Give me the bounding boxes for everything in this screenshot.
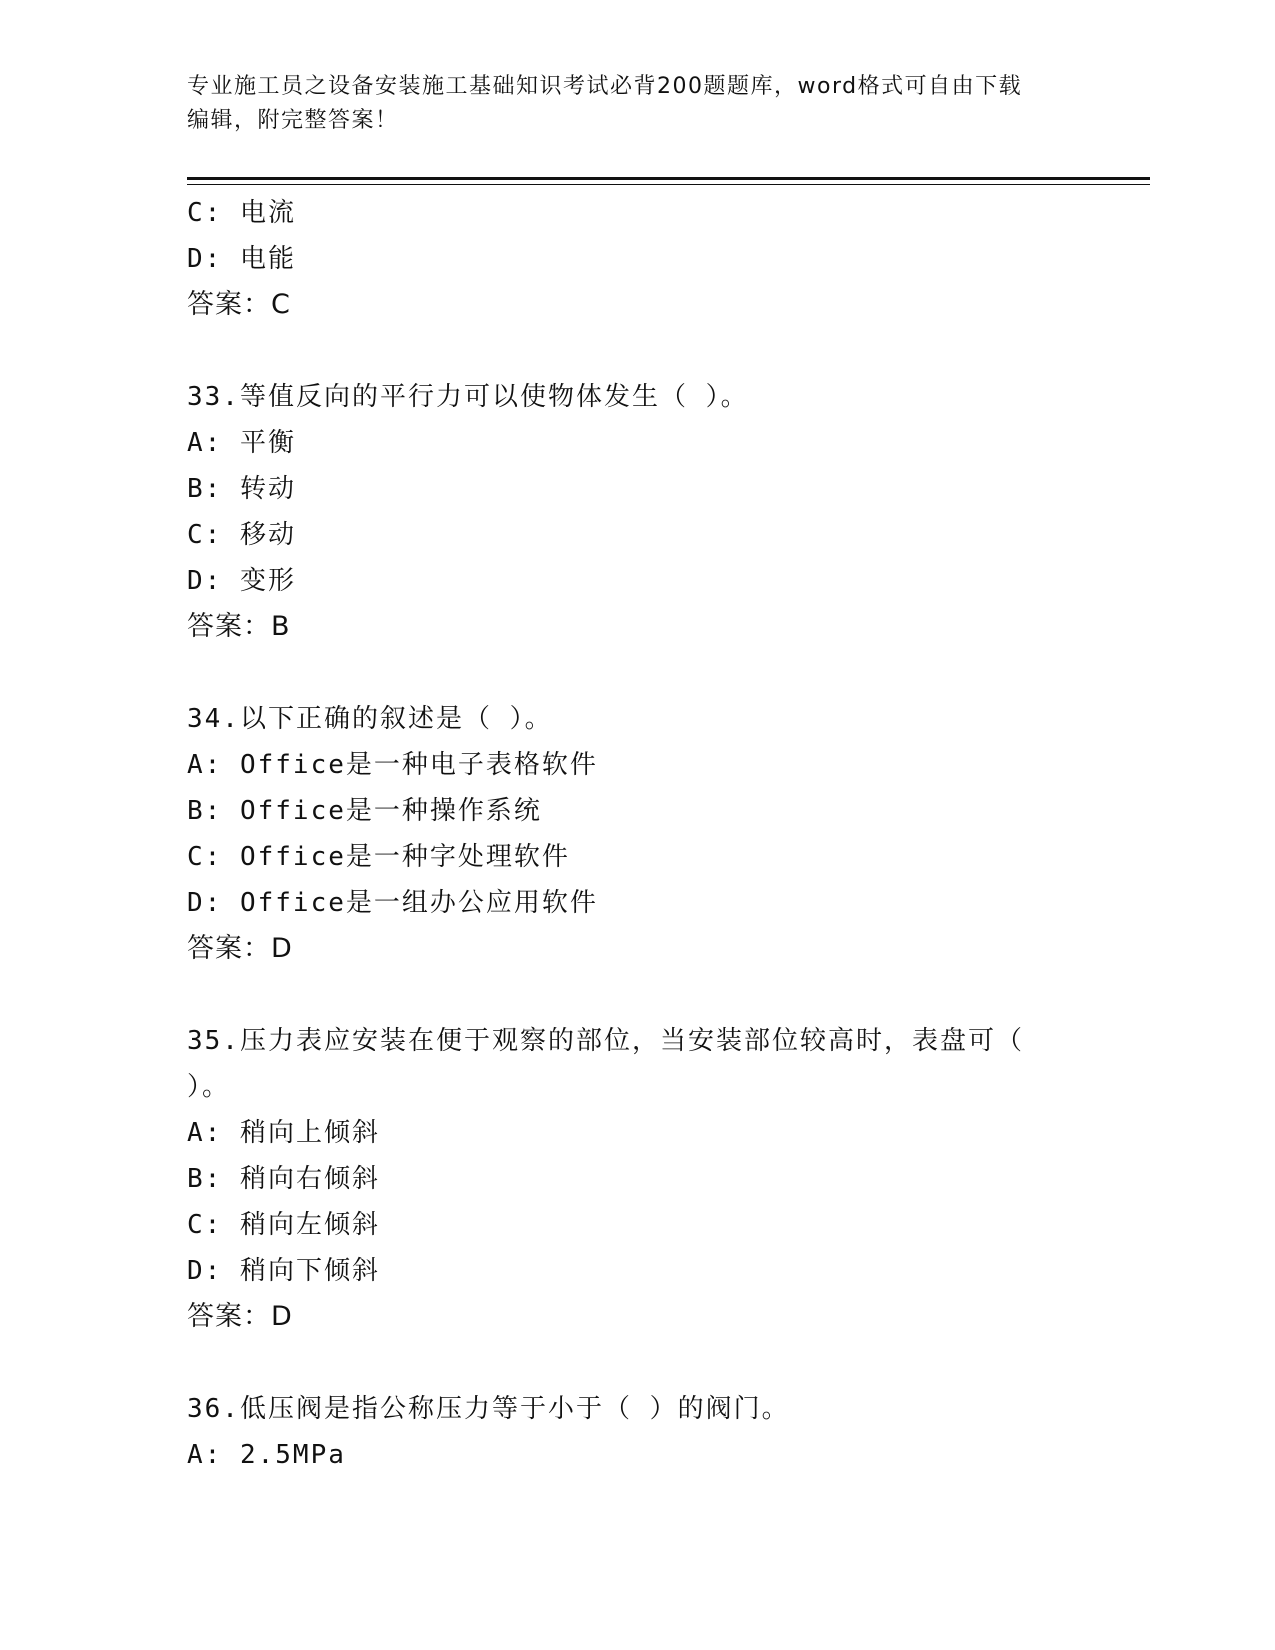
header-rule-thin	[187, 184, 1150, 185]
option-c: C: 电流	[187, 198, 296, 228]
header-rule-thick	[187, 177, 1150, 180]
option-a: A: 稍向上倾斜	[187, 1118, 380, 1148]
option-c: C: Office是一种字处理软件	[187, 842, 570, 872]
document-body	[187, 190, 1087, 1478]
option-a: A: 平衡	[187, 428, 296, 458]
option-b: B: 稍向右倾斜	[187, 1164, 380, 1194]
answer: 答案：D	[187, 933, 293, 964]
answer: 答案：C	[187, 289, 291, 320]
option-d: D: 电能	[187, 244, 296, 274]
option-a: A: Office是一种电子表格软件	[187, 750, 598, 780]
header-title-line1: 专业施工员之设备安装施工基础知识考试必背200题题库，word格式可自由下载	[187, 74, 1023, 99]
question-stem: 36.低压阀是指公称压力等于小于（ ）的阀门。	[187, 1394, 790, 1424]
option-d: D: 稍向下倾斜	[187, 1256, 380, 1286]
option-d: D: Office是一组办公应用软件	[187, 888, 598, 918]
option-b: B: 转动	[187, 474, 296, 504]
question-stem: 34.以下正确的叙述是（ ）。	[187, 704, 553, 734]
option-b: B: Office是一种操作系统	[187, 796, 542, 826]
answer: 答案：B	[187, 611, 291, 642]
answer: 答案：D	[187, 1301, 293, 1332]
option-d: D: 变形	[187, 566, 296, 596]
header-title-line2: 编辑，附完整答案！	[187, 108, 399, 133]
option-c: C: 移动	[187, 520, 296, 550]
question-stem: 33.等值反向的平行力可以使物体发生（ ）。	[187, 382, 749, 412]
spacer	[187, 1340, 1087, 1386]
document-header	[187, 70, 1067, 138]
spacer	[187, 972, 1087, 1018]
spacer	[187, 650, 1087, 696]
option-a: A: 2.5MPa	[187, 1440, 346, 1470]
question-stem-line2: ）。	[187, 1072, 231, 1102]
question-stem-line1: 35.压力表应安装在便于观察的部位，当安装部位较高时，表盘可（	[187, 1026, 1024, 1056]
option-c: C: 稍向左倾斜	[187, 1210, 380, 1240]
spacer	[187, 328, 1087, 374]
